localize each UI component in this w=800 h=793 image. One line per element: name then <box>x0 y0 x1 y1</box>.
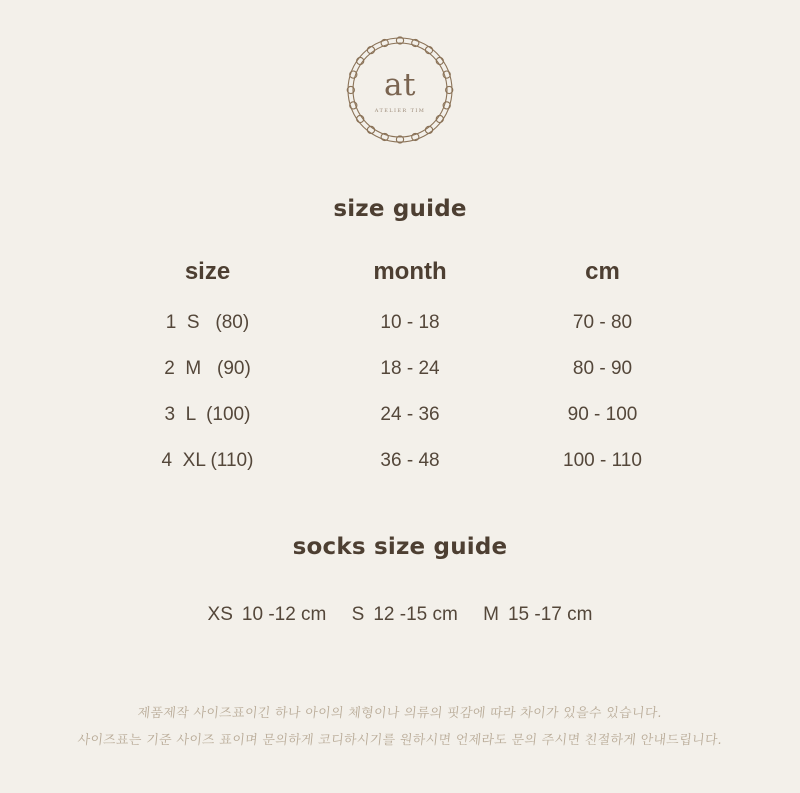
table-row <box>100 404 700 450</box>
socks-value: 15 -17 cm <box>507 604 593 625</box>
socks-label: S <box>351 604 365 625</box>
cell-cm: 70 - 80 <box>572 312 633 333</box>
socks-item <box>483 604 592 626</box>
cell-month: 36 - 48 <box>380 450 440 471</box>
cell-size: 1 S (80) <box>165 312 250 333</box>
socks-label: M <box>483 604 499 625</box>
column-header-month: month <box>373 258 447 285</box>
column-header-cm: cm <box>585 258 620 285</box>
cell-cm: 80 - 90 <box>572 358 633 379</box>
socks-value: 12 -15 cm <box>373 604 458 625</box>
cell-size: 4 XL (110) <box>161 450 254 471</box>
column-header-size: size <box>184 258 231 285</box>
footer-note-line-1: 제품제작 사이즈표이긴 하나 아이의 체형이나 의류의 핏감에 따라 차이가 있을수 있습니다. <box>136 706 663 721</box>
socks-size-guide-title: socks size guide <box>292 534 508 560</box>
cell-month: 24 - 36 <box>380 404 440 425</box>
socks-size-list <box>0 604 800 626</box>
footer-note-line-2: 사이즈표는 기준 사이즈 표이며 문의하게 코디하시기를 원하시면 언제라도 문의 주시면 친절하게 안내드립니다. <box>76 733 723 748</box>
socks-item <box>352 604 458 626</box>
table-header-row <box>100 258 700 312</box>
brand-name: at <box>384 67 416 103</box>
cell-cm: 100 - 110 <box>563 450 642 471</box>
table-row <box>100 450 700 496</box>
brand-tagline: ATELIER TIM <box>374 108 426 114</box>
socks-item <box>208 604 327 626</box>
size-guide-title: size guide <box>333 196 467 222</box>
cell-cm: 90 - 100 <box>567 404 638 425</box>
socks-label: XS <box>207 604 233 625</box>
size-table <box>100 258 700 496</box>
table-row <box>100 358 700 404</box>
cell-month: 18 - 24 <box>380 358 440 379</box>
table-row <box>100 312 700 358</box>
cell-month: 10 - 18 <box>380 312 440 333</box>
cell-size: 2 M (90) <box>164 358 251 379</box>
cell-size: 3 L (100) <box>164 404 251 425</box>
brand-logo <box>0 28 800 152</box>
socks-value: 10 -12 cm <box>241 604 327 625</box>
